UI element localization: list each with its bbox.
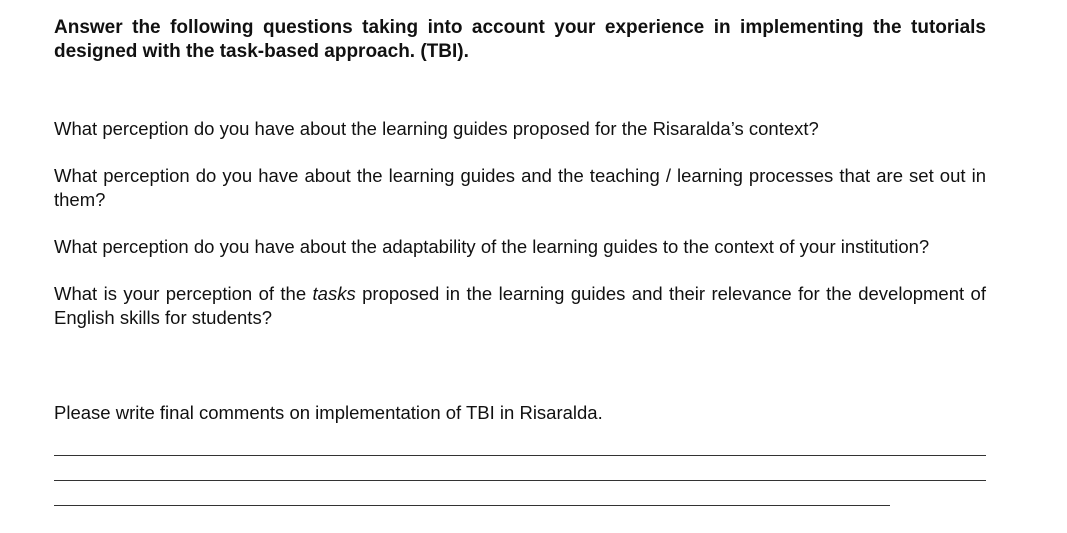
answer-lines[interactable] bbox=[54, 455, 986, 506]
answer-line-3[interactable] bbox=[54, 505, 890, 506]
question-4-text-before: What is your perception of the bbox=[54, 283, 313, 304]
questionnaire-page bbox=[54, 16, 986, 506]
question-3: What perception do you have about the adaptability of the learning guides to the context of your institution? bbox=[54, 236, 930, 257]
instructions-text: Answer the following questions taking into account your experience in implementing the tutorials designed with the task-based approach. (TBI). bbox=[54, 17, 986, 62]
answer-line-1[interactable] bbox=[54, 455, 986, 456]
question-2: What perception do you have about the learning guides and the teaching / learning processes that are set out in them? bbox=[54, 165, 986, 210]
question-4-text-after: proposed in the learning guides and their relevance for the development of English skills for students? bbox=[54, 283, 986, 328]
final-comments-prompt: Please write final comments on implementation of TBI in Risaralda. bbox=[54, 402, 603, 423]
question-1: What perception do you have about the learning guides proposed for the Risaralda’s context? bbox=[54, 118, 819, 139]
question-4 bbox=[54, 282, 986, 330]
question-4-italic-term: tasks bbox=[312, 283, 356, 304]
answer-line-2[interactable] bbox=[54, 480, 986, 481]
